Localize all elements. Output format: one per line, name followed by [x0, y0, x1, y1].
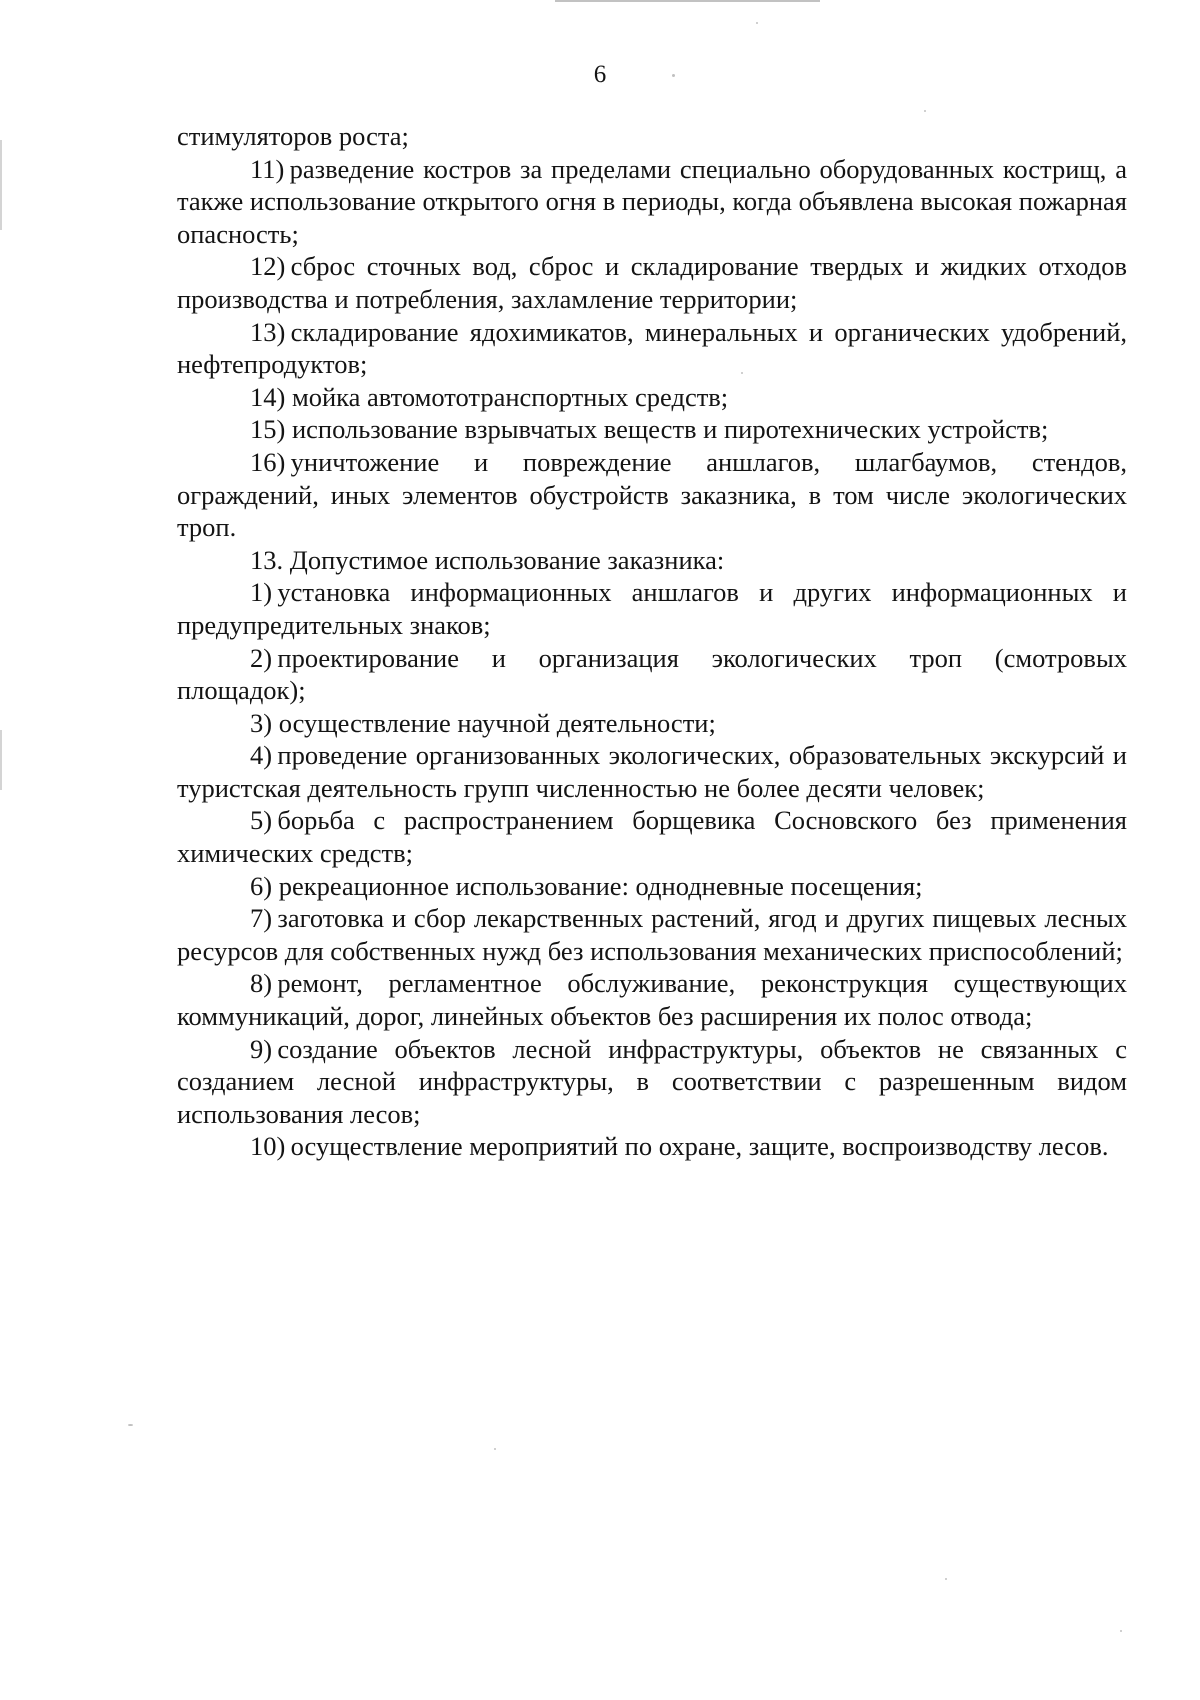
item-text: мойка автомототранспортных средств;: [291, 381, 729, 412]
item-text: уничтожение и повреждение аншлагов, шлагбаумов, стендов, ограждений, иных элементов обустройств заказника, в том числе экологических троп.: [177, 446, 1127, 543]
scan-edge-mark: [0, 140, 2, 230]
item-marker: 11): [250, 153, 285, 184]
scan-speck: [924, 110, 926, 112]
item-marker: 3): [250, 707, 273, 738]
item-text: борьба с распространением борщевика Сосновского без применения химических средств;: [177, 805, 1127, 869]
scan-edge-mark: [0, 730, 2, 790]
item-marker: 14): [250, 381, 286, 412]
item-marker: 5): [250, 805, 273, 836]
document-body: [177, 120, 1127, 1163]
item-marker: 7): [250, 903, 273, 934]
item-text: проектирование и организация экологических троп (смотровых площадок);: [177, 642, 1127, 706]
scan-top-edge: [555, 0, 820, 2]
list-item-allowed-3: [177, 707, 1127, 740]
item-marker: 15): [250, 414, 286, 445]
list-item-allowed-4: [177, 739, 1127, 804]
item-marker: 2): [250, 642, 273, 673]
item-marker: 9): [250, 1033, 273, 1064]
list-item-allowed-7: [177, 902, 1127, 967]
list-item-prohibited-12: [177, 250, 1127, 315]
list-item-prohibited-15: [177, 413, 1127, 446]
item-text: сброс сточных вод, сброс и складирование твердых и жидких отходов производства и потребления, захламление территории;: [177, 251, 1127, 314]
list-item-prohibited-13: [177, 316, 1127, 381]
item-text: осуществление научной деятельности;: [278, 707, 716, 738]
item-marker: 1): [250, 577, 273, 608]
item-text: создание объектов лесной инфраструктуры, объектов не связанных с созданием лесной инфраструктуры, в соответствии с разрешенным видом использования лесов;: [177, 1033, 1127, 1129]
list-item-allowed-10: [177, 1130, 1127, 1163]
list-item-allowed-5: [177, 804, 1127, 869]
item-marker: 8): [250, 968, 273, 999]
item-marker: 13): [250, 316, 286, 347]
item-marker: 10): [250, 1131, 286, 1162]
list-item-prohibited-16: [177, 446, 1127, 544]
scan-speck: [1120, 1630, 1122, 1632]
item-text: рекреационное использование: однодневные посещения;: [278, 870, 923, 901]
paragraph-continuation: [177, 120, 1127, 153]
list-item-prohibited-11: [177, 153, 1127, 251]
list-item-allowed-2: [177, 642, 1127, 707]
scan-speck: [741, 372, 743, 374]
item-marker: 12): [250, 251, 286, 282]
item-text: складирование ядохимикатов, минеральных и органических удобрений, нефтепродуктов;: [177, 316, 1127, 380]
list-item-allowed-8: [177, 967, 1127, 1032]
item-text: использование взрывчатых веществ и пиротехнических устройств;: [291, 414, 1049, 445]
scan-speck: [756, 22, 758, 24]
scan-speck: [494, 1448, 496, 1450]
list-item-allowed-6: [177, 870, 1127, 903]
item-marker: 4): [250, 740, 273, 771]
scan-speck: [945, 1578, 947, 1580]
item-text: осуществление мероприятий по охране, защите, воспроизводству лесов.: [290, 1131, 1109, 1162]
item-marker: 6): [250, 870, 273, 901]
item-marker: 16): [250, 446, 286, 477]
item-text: разведение костров за пределами специально оборудованных кострищ, а также использование открытого огня в периоды, когда объявлена высокая пожарная опасность;: [177, 153, 1127, 249]
section-title: Допустимое использование заказника:: [289, 544, 725, 575]
list-item-allowed-9: [177, 1033, 1127, 1131]
scan-speck: [672, 74, 675, 77]
item-text: стимуляторов роста;: [177, 121, 409, 151]
section-heading-13: [177, 544, 1127, 577]
item-text: ремонт, регламентное обслуживание, реконструкция существующих коммуникаций, дорог, линейных объектов без расширения их полос отвода;: [177, 968, 1127, 1032]
scan-speck: [128, 1424, 133, 1426]
section-number: 13.: [250, 544, 284, 575]
item-text: проведение организованных экологических, образовательных экскурсий и туристская деятельность групп численностью не более десяти человек;: [177, 740, 1127, 803]
list-item-prohibited-14: [177, 381, 1127, 414]
list-item-allowed-1: [177, 576, 1127, 641]
item-text: установка информационных аншлагов и других информационных и предупредительных знаков;: [177, 577, 1127, 640]
page-number: 6: [593, 61, 607, 88]
item-text: заготовка и сбор лекарственных растений, ягод и других пищевых лесных ресурсов для собственных нужд без использования механических приспособлений;: [177, 903, 1127, 966]
